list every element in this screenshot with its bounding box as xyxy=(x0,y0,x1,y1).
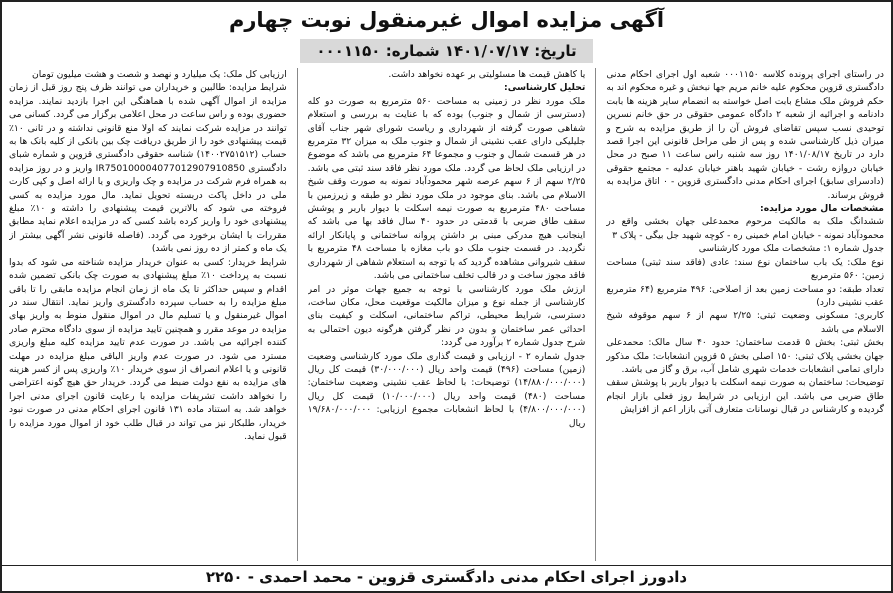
paragraph: شرایط خریدار: کسی به عنوان خریدار مزایده شناخته می شود که بدوا نسبت به پرداخت ۱۰٪ مبلغ پیشنهادی به صورت چک بانکی تضمین شده اقدام و سپس حداکثر تا یک ماه از زمان انجام مزایده مابقی را تا باقی مبلغ مزایده را به حساب سپرده دادگستری واریز نماید. انتقال سند در اموال غیرمنقول و یا تسلیم مال در اموال منقول منوط به واریز بهای مزایده در موعد مقرر و همچنین تایید مزایده از سوی دادگاه محترم صادر کننده اجرائیه می باشد. در صورت عدم تایید مزایده کلیه مبلغ واریزی مسترد می شود. در صورت عدم واریز الباقی مبلغ مزایده در مهلت قانونی و یا اعلام انصراف از سوی خریدار ۱۰٪ واریزی پس از کسر هزینه های مزایده به نفع دولت ضبط می گردد. خریدار حق هیچ گونه اعتراضی را نخواهد داشت تشریفات مزایده با رعایت قانون اجرای مدنی اجرا خواهد شد. به استناد ماده ۱۳۱ قانون اجرای احکام مدنی در صورت نبود خریدار، طلبکار نیز می تواند در قبال طلب خود از اموال مورد مزایده را قبول نماید. xyxy=(8,256,287,442)
paragraph: جدول شماره ۱: مشخصات ملک مورد کارشناسی xyxy=(698,243,884,255)
paragraph: تعداد طبقه: دو مساحت زمین بعد از اصلاحی: ۴۹۶ مترمربع (۶۴ مترمربع عقب نشینی دارد) xyxy=(606,283,884,308)
paragraph: توضیحات: ساختمان به صورت نیمه اسکلت با دیوار باربر با پوشش سقف طاق ضربی می باشد. این ارزیابی در شرایط روز فعلی بازار انجام گردیده و کارشناس در قبال نوسانات متعارف آتی بازار اعم از افزایش xyxy=(606,377,884,416)
paragraph: ملک مورد نظر در زمینی به مساحت ۵۶۰ مترمربع به صورت دو کله (دسترسی از شمال و جنوب) بوده که با عنایت به بررسی و استعلام شفاهی صورت گرفته از شهرداری و ریاست شورای شهر جناب آقای جلیلیکی دارای عقب نشینی از شمال و جنوب ملک به میزان ۳۲ مترمربع در هر قسمت شمال و جنوب و مجموعا ۶۴ مترمربع می باشد که موضوع در ارزیابی ملک لحاظ می گردد. ملک مورد نظر فاقد سند ثبتی می باشد. ۲/۲۵ سهم از ۶ سهم عرصه شهر محمودآباد نمونه به صورت وقف شیخ الاسلام می باشد. بنای موجود در ملک مورد نظر دو طبقه و زیرزمین با مساحت ۴۸۰ مترمربع به صورت نیمه اسکلت با دیوار باربر و پوشش سقف طاق ضربی با قدمتی در حدود ۴۰ سال فاقد بها می باشد که اینجانب هیچ مدرکی مبنی بر داشتن پروانه ساختمانی و پایانکار ارائه نگردید. در قسمت جنوب ملک دو باب مغازه با مساحت ۴۸ مترمربع با سقف شیروانی مشاهده گردید که با توجه به استعلام شفاهی از شهرداری فاقد مجوز ساخت و در قالب تخلف ساختمانی می باشد. xyxy=(307,95,586,282)
paragraph: ارزیابی کل ملک: یک میلیارد و نهصد و شصت و هشت میلیون تومان xyxy=(31,69,287,80)
paragraph: بخش ثبتی: بخش ۵ قدمت ساختمان: حدود ۴۰ سال مالک: محمدعلی جهان بخشی پلاک ثبتی: ۱۵۰ اصلی بخش ۵ قزوین انشعابات: ملک مذکور دارای تمامی انشعابات خدمات شهری شامل آب، برق و گاز می باشد. xyxy=(606,337,884,375)
paragraph: شرایط مزایده: طالبین و خریداران می توانند ظرف پنج روز قبل از زمان مزایده از اموال آگهی شده با هماهنگی این اجرا بازدید نمایند. مزایده حضوری بوده و راس ساعت در محل اعلامی برگزار می گردد. کسانی می توانند در مزایده شرکت نمایند که اولا منع قانونی نداشته و در ثانی ۱۰٪ قیمت پیشنهادی خود را از طریق دریافت چک بین بانکی از کلیه بانک ها به حساب (۱۴۰۰۲۷۵۱۵۱۲) شناسه حقوقی دادگستری قزوین و شماره شبای دادگستری IR750100004077012907910850 واریز و در روز مزایده به همراه فرم شرکت در مزایده و چک واریزی و یا ارائه اصل و کپی کارت ملی در داخل پاکت دربسته تحویل نماید. مال مورد مزایده به کسی فروخته می شود که بالاترین قیمت پیشنهادی را داشته و ۱۰٪ مبلغ پیشنهادی خود را واریز کرده باشد کسی که در مزایده اعلام نماید مطابق مقررات با ایشان برخورد می گردد. (فاصله قانونی نشر آگهی بیشتر از یک ماه و کمتر از ده روز نمی باشد) xyxy=(8,82,287,255)
column-right xyxy=(606,68,884,561)
date-number-banner: تاریخ: ۱۴۰۱/۰۷/۱۷ شماره: ۰۰۰۱۱۵۰ xyxy=(300,39,592,63)
notice-subtitle xyxy=(2,39,891,63)
text-columns xyxy=(9,68,884,561)
paragraph: در راستای اجرای پرونده کلاسه ۰۰۰۱۱۵۰ شعبه اول اجرای احکام مدنی دادگستری قزوین محکوم علیه خانم مریم جها نبخش و غیره محکوم اند به حکم فروش ملک مشاع بابت اصل خواسته به انضمام سایر هزینه ها بابت دادنامه و اجرائیه از شعبه ۲ دادگاه عمومی حقوقی در حق خانم نسرین توحیدی نسب سپس تقاضای فروش آن را از طریق مزایده به شرح و میزان ذیل کارشناسی شده و پس از طی مراحل قانونی این اجرا قصد دارد در تاریخ ۱۴۰۱/۰۸/۱۷ روز سه شنبه راس ساعت ۱۱ صبح در محل خیابان دروازه رشت - خیابان شهید باهنر خیابان عدلیه - مجتمع حقوقی (دادسرای سابق) اجرای احکام مدنی دادگستری قزوین - ۰ اتاق مزایده به فروش برساند. xyxy=(606,69,884,201)
section-heading: تحلیل کارشناسی: xyxy=(504,82,586,94)
section-heading: مشخصات مال مورد مزایده: xyxy=(760,203,884,215)
notice-footer: دادورز اجرای احکام مدنی دادگستری قزوین - محمد احمدی - ۲۲۵۰ xyxy=(2,565,891,588)
paragraph: کاربری: مسکونی وضعیت ثبتی: ۲/۲۵ سهم از ۶ سهم موقوفه شیخ الاسلام می باشد xyxy=(606,310,884,335)
column-left xyxy=(9,68,287,561)
paragraph: نوع ملک: یک باب ساختمان نوع سند: عادی (فاقد سند ثبتی) مساحت زمین: ۵۶۰ مترمربع xyxy=(606,256,884,282)
paragraph: یا کاهش قیمت ها مسئولیتی بر عهده نخواهد داشت. xyxy=(388,69,586,80)
paragraph: جدول شماره ۲ - ارزیابی و قیمت گذاری ملک مورد کارشناسی وضعیت (زمین) مساحت (۴۹۶) قیمت واحد ریال (۳۰/۰۰۰/۰۰۰) قیمت کل ریال (۱۴/۸۸۰/۰۰۰/۰۰۰) توضیحات: با لحاظ عقب نشینی وضعیت ساختمان: مساحت (۴۸۰) قیمت واحد ریال (۱۰/۰۰۰/۰۰۰) قیمت کل ریال (۴/۸۰۰/۰۰۰/۰۰۰) با لحاظ انشعابات مجموع ارزیابی: ۱۹/۶۸۰/۰۰۰/۰۰۰ ریال xyxy=(307,350,586,429)
paragraph: ششدانگ ملک به مالکیت مرحوم محمدعلی جهان بخشی واقع در محمودآباد نمونه - خیابان امام خمینی ره - کوچه شهید جل بیگی - پلاک ۳ xyxy=(606,216,884,241)
column-divider xyxy=(297,68,298,561)
paragraph: ارزش ملک مورد کارشناسی با توجه به جمیع جهات موثر در امر کارشناسی از جمله نوع و میزان مالکیت موقعیت محل، مکان ساخت، دسترسی، شرایط محیطی، تراکم ساختمانی، اسکلت و کیفیت بنای احداثی عمر ساختمان و بدون در نظر گرفتن هرگونه دیون احتمالی به شرح جدول شماره ۲ برآورد می گردد: xyxy=(307,283,586,349)
column-middle xyxy=(308,68,586,561)
notice-title: آگهی مزایده اموال غیرمنقول نوبت چهارم xyxy=(228,8,665,32)
column-divider xyxy=(595,68,596,561)
